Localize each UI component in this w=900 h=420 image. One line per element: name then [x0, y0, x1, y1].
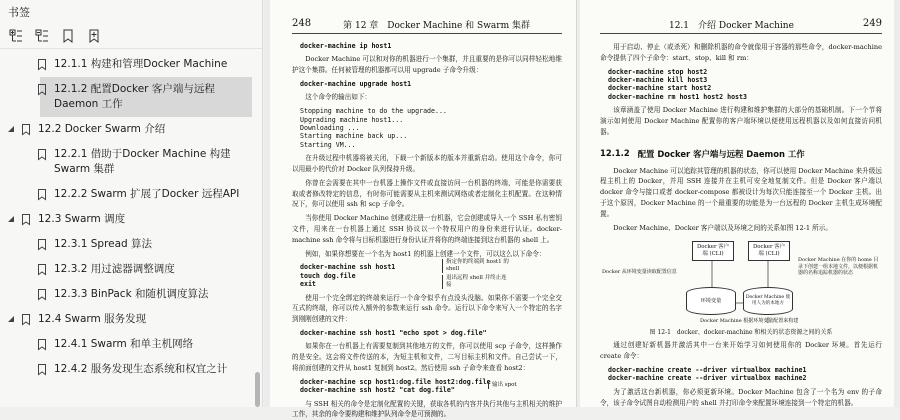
toc-section[interactable] — [0, 307, 252, 332]
page-header — [292, 18, 562, 34]
page-number: 249 — [862, 18, 882, 29]
bookmark-icon[interactable] — [60, 28, 76, 44]
bookmark-icon — [38, 239, 46, 250]
caret-down-icon[interactable] — [7, 125, 15, 133]
paragraph: 该章涵盖了使用 Docker Machine 进行构建和维护集群的大部分的基础机制。下一个节将演示如何使用 Docker Machine 配置你的客户端环境以便使用远程机器以及如何直接访问机器。 — [600, 106, 882, 136]
panel-title: 书签 — [8, 6, 30, 19]
code-annotation: 指定你的终端到 host1 的 shell — [442, 259, 512, 273]
code-block: docker-machine ip host1 — [300, 42, 392, 50]
bookmark-icon — [38, 59, 46, 70]
toc-label: 12.2.2 Swarm 扩展了Docker 远程API — [54, 188, 240, 200]
docker-client-box: Docker 客户端 (CLI) — [748, 241, 790, 261]
annotated-code — [292, 259, 562, 289]
bookmark-icon — [38, 289, 46, 300]
paragraph: 使用一个完全绑定的终端来运行一个命令似乎有点没头没脑。如果你不需要一个完全交互式的终端，你可以传入额外的参数来运行 ssh 命令。运行以下命令来写入一个特定的名字到刚刚创建的文件： — [292, 293, 562, 324]
collapse-all-icon[interactable] — [34, 28, 50, 44]
paragraph: 通过创建好新机器并激活其中一台来开始学习如何使用你的 Docker 环境。首先运行 create 命令： — [600, 341, 882, 361]
code-annotation: 退出远程 shell 并终止连接 — [442, 275, 512, 289]
code-block: docker-machine create --driver virtualbox machine1 docker-machine create --driver virtualbox machine2 — [608, 365, 807, 383]
bookmark-icon — [22, 124, 30, 135]
annotated-code — [292, 378, 562, 395]
toc-label: 12.3 Swarm 调度 — [38, 213, 126, 225]
toc-label: 12.1.1 构建和管理Docker Machine — [54, 58, 228, 70]
toc-item[interactable] — [0, 257, 252, 282]
bookmark-toolbar — [0, 23, 262, 49]
toc-label: 12.1.2 配置Docker 客户端与远程Daemon 工作 — [54, 83, 215, 110]
toc-item[interactable] — [0, 332, 252, 357]
paragraph: 当你使用 Docker Machine 创建或注册一台机器，它会创建或导入一个 SSH 私有密钥文件，用来在一台机器上通过 SSH 协议以一个特权用户的身份来进行认证。docker-machine ssh 命令将与目标机器进行身份认证并将你的终端连接到这台机器的 shell 上。 — [292, 214, 562, 244]
figure-note: Docker Machine 在你的 home 目录下创建一组本地文件，以便根据机器的名称追踪机器的状态 — [798, 257, 879, 277]
paragraph: 你曾在会需要在其中一台机器上操作文件或直接访问一台机器的终端，可能是你需要获取或者修改特定的信息，有时你可能需要从主机来测试网络或者定制化主机配置。在这种情况下，你可以使用 ssh 和 scp 子命令。 — [292, 178, 562, 209]
toc-section[interactable] — [0, 117, 252, 142]
code-annotation: 输出 spot — [488, 382, 538, 389]
paragraph: Docker Machine 可以追踪其管理的机器的状态，你可以使用 Docker Machine 来升级远程主机上的 Docker，并用 SSH 连接并在主机可安全地复制文件。但是 Docker 客户端以 docker 命令与接口或者 docker-compose 都被设计为每次只能连接至一个 Docker 主机。出于这个原因，Docker Machine 的一个最重要的功能是为一台远程的 Docker 主机生成环境配置。 — [600, 166, 882, 218]
caret-down-icon[interactable] — [7, 315, 15, 323]
bookmark-icon — [38, 84, 46, 95]
paragraph: 为了激活这台新机器，你必须更新环境。Docker Machine 包含了一个名为 env 的子命令，该子命令试图自动检测用户的 shell 并打印命令来配置环境连接到一个特定的机器。 — [600, 387, 882, 407]
toc-label: 12.2.1 借助于Docker Machine 构建Swarm 集群 — [54, 148, 231, 175]
paragraph: 例如，如果你想要在一个名为 host1 的机器上创建一个文件，可以这么以下命令： — [305, 249, 546, 258]
page-right — [580, 0, 894, 407]
code-block: Stopping machine to do the upgrade... Upgrading machine host1... Downloading ... Starting machine back up... Starting VM... — [300, 107, 447, 149]
code-block: docker-machine upgrade host1 — [300, 80, 412, 88]
section-header: 12.1 介绍 Docker Machine — [668, 21, 794, 31]
paragraph: 如果你在一台机器上有需要复制到其他地方的文件，你可以使用 scp 子命令，这样操作的是安全。这会将文件传送的本，为短主机和文件，二写目标主机和文件。自己尝试一下，将前面创建的文件从 host1 复制到 host2。然后使用 ssh 子命令来查看 host2： — [292, 342, 562, 373]
expand-all-icon[interactable] — [8, 28, 24, 44]
paragraph: 这个命令的输出如下： — [305, 93, 372, 102]
section-title: 配置 Docker 客户端与远程 Daemon 工作 — [637, 148, 805, 159]
page-number: 248 — [292, 18, 312, 29]
section-number: 12.1.2 — [600, 147, 630, 158]
bookmark-icon — [38, 264, 46, 275]
code-block: docker-machine ssh host1 touch dog.file exit — [300, 263, 396, 289]
bookmark-add-icon[interactable] — [86, 28, 102, 44]
toc-label: 12.4.1 Swarm 和单主机网络 — [54, 338, 194, 350]
caret-down-icon[interactable] — [7, 215, 15, 223]
toc-item[interactable] — [0, 182, 252, 207]
bookmark-icon — [22, 314, 30, 325]
toc-item[interactable] — [0, 142, 252, 182]
environment-cylinder: 环境变量 — [686, 287, 736, 315]
figure-caption: 图 12-1 docker、docker-machine 和相关的状态资源之间的关系 — [649, 329, 833, 337]
paragraph: 用于启动、停止（或杀死）和删除机器的命令就像用于容器的那些命令，docker-machine 命令提供了四个子命令：start、stop、kill 和 rm： — [600, 43, 882, 62]
toc-item[interactable] — [0, 282, 252, 307]
toc-label: 12.3.3 BinPack 和随机调度算法 — [54, 288, 209, 300]
bookmark-tree — [0, 52, 252, 407]
toc-item[interactable] — [0, 232, 252, 257]
bookmark-icon — [38, 189, 46, 200]
toc-label: 12.2 Docker Swarm 介绍 — [38, 123, 166, 135]
figure-note: Docker Machine 根据环境变量配置来构建 — [700, 318, 799, 325]
figure-12-1 — [600, 239, 882, 325]
machine-state-cylinder: Docker Machine 使用人为的本地方 — [743, 287, 793, 315]
toc-label: 12.3.1 Spread 算法 — [54, 238, 153, 250]
paragraph: Docker Machine 可以和对你的机器进行一个集群，并且重要的是你可以同样轻松地维护这个集群。任何被管理的机器都可以用 upgrade 子命令升级： — [292, 55, 562, 75]
bookmarks-panel — [0, 0, 263, 407]
code-block: docker-machine scp host1:dog.file host2:dog.file docker-machine ssh host2 "cat dog.file" — [300, 377, 491, 395]
paragraph: 在升级过程中机器将被关闭，下载一个新版本的版本并重新启动。使用这个命令，你可以用最小的代价对 Docker 队列保持升级。 — [292, 154, 562, 174]
bookmark-icon — [38, 149, 46, 160]
page-left — [270, 0, 577, 419]
page-header — [600, 18, 882, 34]
sidebar-scrollbar[interactable] — [255, 372, 260, 407]
toc-item[interactable] — [0, 357, 252, 382]
toc-section[interactable] — [0, 207, 252, 232]
paragraph: Docker Machine、Docker 客户端以及环境之间的关系如图 12-1 所示。 — [613, 223, 832, 232]
toc-item[interactable] — [0, 52, 252, 77]
bookmark-icon — [38, 339, 46, 350]
figure-connectors — [600, 239, 882, 325]
section-heading — [600, 148, 882, 160]
toc-label: 12.4.2 服务发现生态系统和权宜之计 — [54, 363, 228, 375]
docker-client-box: Docker 客户端 (CLI) — [692, 241, 734, 261]
chapter-title: 第 12 章 Docker Machine 和 Swarm 集群 — [343, 21, 530, 31]
document-viewer — [264, 0, 900, 419]
code-block: docker-machine ssh host1 "echo spot > dog.file" — [300, 329, 487, 338]
toc-label: 12.3.2 用过滤器调整调度 — [54, 263, 175, 275]
bookmark-icon — [22, 214, 30, 225]
toc-label: 12.4 Swarm 服务发现 — [38, 313, 147, 325]
figure-note: Docker 从环境变量读取配置信息 — [602, 269, 677, 276]
toc-item-selected[interactable] — [40, 77, 252, 117]
bookmark-icon — [38, 364, 46, 375]
paragraph: 与 SSH 相关的命令是定制化配置的关键，获取各机的内容并执行其他与主机相关的维护工作，其余的命令要构建和维护队列命令是可预测的。 — [292, 399, 562, 419]
code-block: docker-machine stop host2 docker-machine kill host3 docker-machine start host2 docker-machine rm host1 host2 host3 — [608, 67, 747, 101]
